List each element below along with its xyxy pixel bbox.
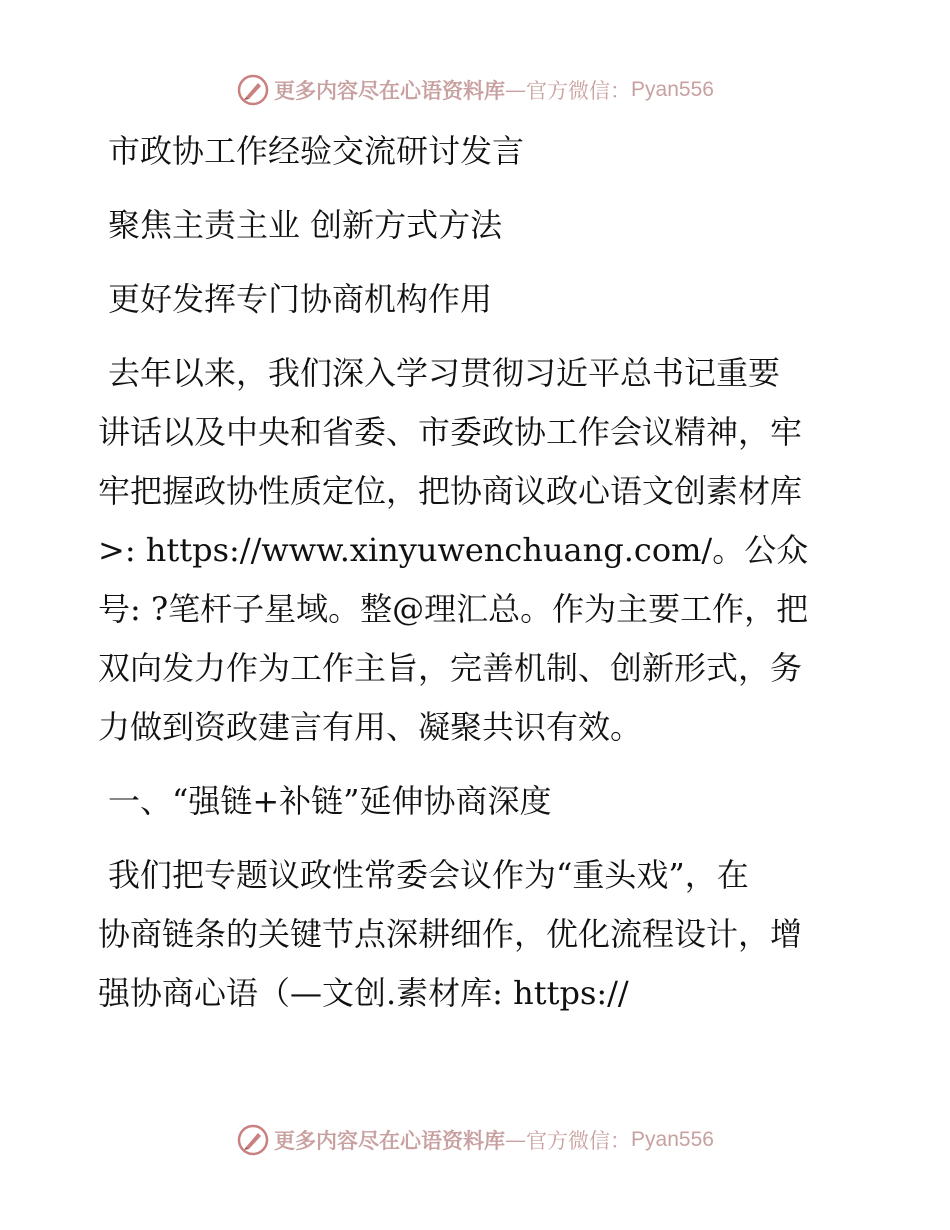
paragraph-line: 牢把握政协性质定位，把协商议政心语文创素材库 bbox=[98, 472, 803, 510]
banner-wechat-label: 官方微信： bbox=[526, 79, 632, 103]
banner-separator: — bbox=[505, 78, 527, 102]
banner-wechat-label: 官方微信： bbox=[526, 1129, 632, 1153]
document-body bbox=[98, 122, 850, 1023]
banner-wechat-id: Pyan556 bbox=[631, 78, 714, 101]
paragraph-line: 协商链条的关键节点深耕细作，优化流程设计，增 bbox=[98, 915, 803, 953]
document-title-3: 更好发挥专门协商机构作用 bbox=[108, 280, 493, 318]
paragraph-line: 我们把专题议政性常委会议作为“重头戏”，在 bbox=[108, 856, 749, 894]
banner-wechat-id: Pyan556 bbox=[631, 1128, 714, 1151]
paragraph-line: 力做到资政建言有用、凝聚共识有效。 bbox=[98, 708, 643, 746]
paragraph-line: 讲话以及中央和省委、市委政协工作会议精神，牢 bbox=[98, 413, 803, 451]
paragraph-line: >: https://www.xinyuwenchuang.com/。公众 bbox=[98, 531, 809, 569]
footer-banner bbox=[0, 1118, 950, 1162]
paragraph-2 bbox=[98, 846, 850, 1023]
paragraph-line: 强协商心语（—文创.素材库: https:// bbox=[98, 974, 629, 1012]
paragraph-line: 去年以来，我们深入学习贯彻习近平总书记重要 bbox=[108, 354, 781, 392]
document-title-1: 市政协工作经验交流研讨发言 bbox=[108, 132, 525, 170]
banner-text: 更多内容尽在心语资料库 bbox=[274, 78, 506, 103]
header-banner bbox=[0, 68, 950, 112]
pen-nib-logo-icon bbox=[236, 73, 270, 107]
paragraph-line: 号: ?笔杆子星域。整@理汇总。作为主要工作，把 bbox=[98, 590, 809, 628]
document-title-2: 聚焦主责主业 创新方式方法 bbox=[108, 206, 503, 244]
paragraph-1 bbox=[98, 344, 850, 757]
pen-nib-logo-icon bbox=[236, 1123, 270, 1157]
banner-text: 更多内容尽在心语资料库 bbox=[274, 1128, 506, 1153]
section-heading-1: 一、“强链+补链”延伸协商深度 bbox=[108, 782, 552, 820]
paragraph-line: 双向发力作为工作主旨，完善机制、创新形式，务 bbox=[98, 649, 803, 687]
banner-separator: — bbox=[505, 1128, 527, 1152]
